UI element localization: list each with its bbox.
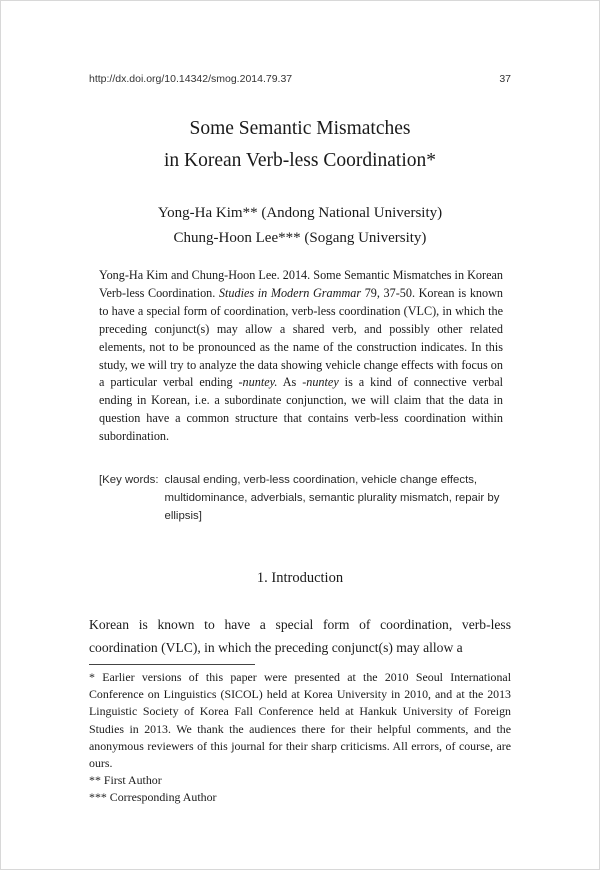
footnote-divider <box>89 664 255 665</box>
journal-name: Studies in Modern Grammar <box>218 285 362 300</box>
keywords <box>99 472 503 525</box>
running-header <box>89 73 511 85</box>
abstract-text: 79, 37-50. Korean is known to have a special form of coordination, verb-less coordination (VLC), in which the preceding conjunct(s) may allow a shared verb, and possibly other related elements, not to be pronounced as the name of the construction indicates. In this study, we will try to analyze the data showing vehicle change effects with focus on a particular verbal ending <box>99 285 503 390</box>
term-nuntey-2: -nuntey <box>302 375 339 390</box>
section-heading: 1. Introduction <box>256 570 344 586</box>
abstract-citation: Yong-Ha Kim and Chung-Hoon Lee. 2014. Some Semantic Mismatches in Korean Verb-less Coordination. <box>99 268 503 300</box>
footnote-2: ** First Author <box>89 773 162 788</box>
abstract-text-mid: As <box>277 375 303 390</box>
term-nuntey: -nuntey. <box>238 375 278 390</box>
keywords-label: [Key words: <box>99 474 159 486</box>
footnote-3: *** Corresponding Author <box>89 790 217 805</box>
paper-title <box>1 113 599 177</box>
title-line-1: Some Semantic Mismatches <box>189 118 411 139</box>
abstract-text-rest: is a kind of connective verbal ending in Korean, i.e. a subordinate conjunction, we will claim that the data in question have a common structure that contains verb-less coordination within subordination. <box>99 375 503 444</box>
author-1: Yong-Ha Kim** (Andong National University) <box>157 205 443 221</box>
author-2: Chung-Hoon Lee*** (Sogang University) <box>173 230 427 246</box>
body-paragraph: Korean is known to have a special form of coordination, verb-less coordination (VLC), in which the preceding conjunct(s) may allow a <box>89 617 511 655</box>
page-number: 37 <box>499 73 511 85</box>
title-line-2: in Korean Verb-less Coordination* <box>163 150 437 171</box>
footnotes <box>89 669 511 807</box>
doi-link[interactable]: http://dx.doi.org/10.14342/smog.2014.79.37 <box>89 73 293 85</box>
footnote-1: * Earlier versions of this paper were presented at the 2010 Seoul International Conference on Linguistics (SICOL) held at Korea University in 2010, and at the 2013 Linguistic Society of Korea Fall Conference held at Hankuk University of Foreign Studies in 2013. We thank the audiences there for their helpful comments, and the anonymous reviewers of this journal for their sharp criticisms. All errors, of course, are ours. <box>89 670 511 771</box>
author-list <box>1 201 599 251</box>
abstract <box>99 267 503 446</box>
keywords-text: clausal ending, verb-less coordination, vehicle change effects, multidominance, adverbials, semantic plurality mismatch, repair by ellipsis] <box>164 474 500 522</box>
